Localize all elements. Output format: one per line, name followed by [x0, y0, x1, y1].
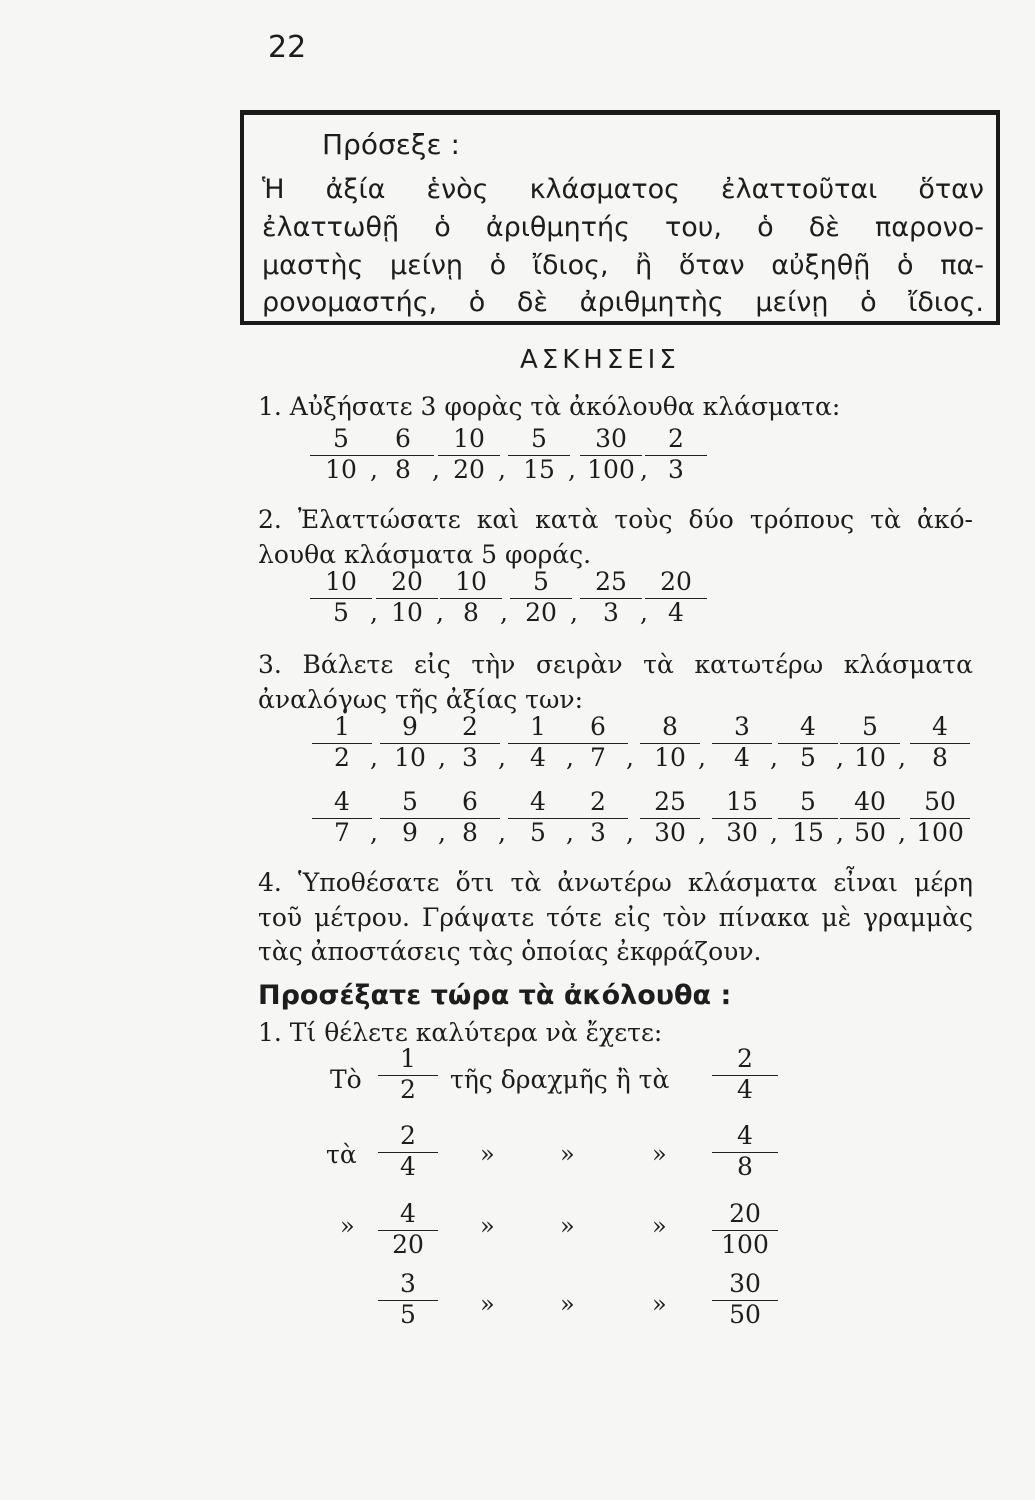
numerator: 25	[640, 788, 700, 819]
denominator: 7	[334, 818, 350, 847]
separator: ,	[898, 818, 906, 847]
exercise-4-line: 4. Ὑποθέσατε ὅτι τὰ ἀνωτέρω κλάσματα εἶναι μέρη	[258, 868, 973, 897]
comparison-left-fraction	[378, 1045, 438, 1104]
denominator: 4	[734, 743, 750, 772]
exercise-3-line: ἀναλόγως τῆς ἀξίας των:	[258, 685, 584, 714]
numerator: 5	[510, 568, 572, 599]
separator: ,	[836, 818, 844, 847]
numerator: 25	[580, 568, 642, 599]
ditto-mark: »	[652, 1212, 667, 1240]
note-line: ἐλαττωθῇ ὁ ἀριθμητής του, ὁ δὲ παρονο-	[262, 212, 984, 243]
separator: ,	[570, 598, 578, 627]
separator: ,	[370, 743, 378, 772]
denominator: 5	[530, 818, 546, 847]
numerator: 8	[640, 713, 700, 744]
denominator: 4	[668, 598, 684, 627]
separator: ,	[836, 743, 844, 772]
numerator: 50	[910, 788, 970, 819]
fraction	[645, 568, 707, 627]
fraction	[380, 713, 440, 772]
separator: ,	[626, 743, 634, 772]
fraction	[778, 713, 838, 772]
fraction	[640, 713, 700, 772]
fraction	[580, 425, 642, 484]
note-line: ρονομαστής, ὁ δὲ ἀριθμητὴς μείνῃ ὁ ἴδιος.	[262, 287, 984, 318]
ditto-mark: »	[480, 1140, 495, 1168]
separator: ,	[498, 455, 506, 484]
numerator: 4	[312, 788, 372, 819]
comparison-right-fraction	[712, 1122, 778, 1181]
exercise-4-line: τοῦ μέτρου. Γράψατε τότε εἰς τὸν πίνακα μὲ γραμμὰς	[258, 903, 973, 932]
numerator: 1	[508, 713, 568, 744]
numerator: 2	[568, 788, 628, 819]
numerator: 4	[712, 1122, 778, 1153]
numerator: 1	[312, 713, 372, 744]
fraction	[645, 425, 707, 484]
comparison-right-fraction	[712, 1045, 778, 1104]
separator: ,	[566, 743, 574, 772]
numerator: 5	[508, 425, 570, 456]
fraction	[440, 713, 500, 772]
numerator: 15	[712, 788, 772, 819]
fraction	[840, 713, 900, 772]
denominator: 4	[530, 743, 546, 772]
fraction	[712, 788, 772, 847]
fraction	[712, 713, 772, 772]
numerator: 3	[378, 1270, 438, 1301]
note-title: Πρόσεξε :	[322, 128, 460, 161]
denominator: 10	[654, 743, 686, 772]
separator: ,	[626, 818, 634, 847]
note-line: μαστὴς μείνῃ ὁ ἴδιος, ἢ ὅταν αὐξηθῇ ὁ πα-	[262, 250, 984, 281]
numerator: 10	[440, 568, 502, 599]
numerator: 4	[778, 713, 838, 744]
denominator: 8	[737, 1152, 753, 1181]
numerator: 4	[378, 1200, 438, 1231]
question-1-text: 1. Τί θέλετε καλύτερα νὰ ἔχετε:	[258, 1018, 663, 1047]
separator: ,	[698, 743, 706, 772]
ditto-mark: »	[560, 1212, 575, 1240]
separator: ,	[370, 455, 378, 484]
numerator: 9	[380, 713, 440, 744]
comparison-right-fraction	[712, 1200, 778, 1259]
denominator: 8	[463, 598, 479, 627]
separator: ,	[436, 598, 444, 627]
ditto-mark: »	[340, 1212, 355, 1240]
separator: ,	[770, 743, 778, 772]
ditto-mark: »	[480, 1212, 495, 1240]
separator: ,	[438, 743, 446, 772]
denominator: 30	[654, 818, 686, 847]
exercise-3-line: 3. Βάλετε εἰς τὴν σειρὰν τὰ κατωτέρω κλάσματα	[258, 650, 973, 679]
denominator: 10	[325, 455, 357, 484]
denominator: 2	[400, 1075, 416, 1104]
numerator: 4	[910, 713, 970, 744]
denominator: 8	[462, 818, 478, 847]
fraction	[510, 568, 572, 627]
fraction	[568, 713, 628, 772]
comparison-middle-text: τῆς δραχμῆς ἢ τὰ	[450, 1065, 670, 1094]
numerator: 4	[508, 788, 568, 819]
exercises-heading: ΑΣΚΗΣΕΙΣ	[520, 345, 680, 375]
fraction	[640, 788, 700, 847]
ditto-mark: »	[652, 1290, 667, 1318]
fraction	[778, 788, 838, 847]
separator: ,	[640, 455, 648, 484]
fraction	[440, 788, 500, 847]
comparison-prefix: τὰ	[326, 1140, 357, 1169]
numerator: 5	[778, 788, 838, 819]
denominator: 5	[800, 743, 816, 772]
numerator: 20	[712, 1200, 778, 1231]
fraction	[840, 788, 900, 847]
denominator: 20	[525, 598, 557, 627]
ditto-mark: »	[560, 1290, 575, 1318]
fraction	[380, 788, 440, 847]
separator: ,	[640, 598, 648, 627]
fraction	[910, 713, 970, 772]
comparison-left-fraction	[378, 1200, 438, 1259]
numerator: 2	[440, 713, 500, 744]
numerator: 5	[380, 788, 440, 819]
denominator: 50	[729, 1300, 761, 1329]
denominator: 3	[668, 455, 684, 484]
comparison-right-fraction	[712, 1270, 778, 1329]
denominator: 4	[400, 1152, 416, 1181]
comparison-prefix: Τὸ	[330, 1065, 362, 1094]
denominator: 50	[854, 818, 886, 847]
fraction	[508, 425, 570, 484]
fraction	[312, 713, 372, 772]
page-number: 22	[268, 30, 307, 65]
denominator: 15	[792, 818, 824, 847]
denominator: 4	[737, 1075, 753, 1104]
numerator: 10	[310, 568, 372, 599]
numerator: 20	[645, 568, 707, 599]
denominator: 20	[392, 1230, 424, 1259]
exercise-2-line: 2. Ἐλαττώσατε καὶ κατὰ τοὺς δύο τρόπους τὰ ἀκό-	[258, 505, 973, 534]
denominator: 8	[395, 455, 411, 484]
denominator: 8	[932, 743, 948, 772]
separator: ,	[568, 455, 576, 484]
numerator: 1	[378, 1045, 438, 1076]
denominator: 100	[587, 455, 635, 484]
fraction	[580, 568, 642, 627]
separator: ,	[498, 818, 506, 847]
separator: ,	[438, 818, 446, 847]
denominator: 10	[391, 598, 423, 627]
numerator: 5	[840, 713, 900, 744]
separator: ,	[770, 818, 778, 847]
fraction	[310, 568, 372, 627]
numerator: 3	[712, 713, 772, 744]
separator: ,	[698, 818, 706, 847]
numerator: 6	[568, 713, 628, 744]
denominator: 15	[523, 455, 555, 484]
attention-heading: Προσέξατε τώρα τὰ ἀκόλουθα :	[258, 980, 732, 1011]
note-line: Ἡ ἀξία ἑνὸς κλάσματος ἐλαττοῦται ὅταν	[262, 174, 984, 205]
comparison-left-fraction	[378, 1122, 438, 1181]
denominator: 30	[726, 818, 758, 847]
denominator: 2	[334, 743, 350, 772]
numerator: 40	[840, 788, 900, 819]
denominator: 5	[333, 598, 349, 627]
fraction	[508, 788, 568, 847]
comparison-left-fraction	[378, 1270, 438, 1329]
denominator: 3	[590, 818, 606, 847]
numerator: 2	[712, 1045, 778, 1076]
numerator: 30	[580, 425, 642, 456]
separator: ,	[898, 743, 906, 772]
fraction	[910, 788, 970, 847]
separator: ,	[566, 818, 574, 847]
numerator: 30	[712, 1270, 778, 1301]
denominator: 9	[402, 818, 418, 847]
numerator: 2	[645, 425, 707, 456]
separator: ,	[500, 598, 508, 627]
exercise-1-text: 1. Αὐξήσατε 3 φορὰς τὰ ἀκόλουθα κλάσματα:	[258, 392, 841, 421]
denominator: 10	[854, 743, 886, 772]
denominator: 10	[394, 743, 426, 772]
fraction	[376, 568, 438, 627]
denominator: 5	[400, 1300, 416, 1329]
separator: ,	[370, 818, 378, 847]
denominator: 100	[916, 818, 964, 847]
exercise-2-line: λουθα κλάσματα 5 φοράς.	[258, 540, 592, 569]
fraction	[310, 425, 372, 484]
fraction	[438, 425, 500, 484]
fraction	[508, 713, 568, 772]
numerator: 20	[376, 568, 438, 599]
fraction	[312, 788, 372, 847]
denominator: 7	[590, 743, 606, 772]
ditto-mark: »	[652, 1140, 667, 1168]
numerator: 2	[378, 1122, 438, 1153]
fraction	[568, 788, 628, 847]
fraction	[440, 568, 502, 627]
fraction	[372, 425, 434, 484]
denominator: 100	[721, 1230, 769, 1259]
exercise-4-line: τὰς ἀποστάσεις τὰς ὁποίας ἐκφράζουν.	[258, 937, 762, 966]
denominator: 3	[462, 743, 478, 772]
separator: ,	[370, 598, 378, 627]
denominator: 20	[453, 455, 485, 484]
numerator: 6	[372, 425, 434, 456]
ditto-mark: »	[560, 1140, 575, 1168]
numerator: 6	[440, 788, 500, 819]
separator: ,	[498, 743, 506, 772]
ditto-mark: »	[480, 1290, 495, 1318]
numerator: 5	[310, 425, 372, 456]
separator: ,	[432, 455, 440, 484]
numerator: 10	[438, 425, 500, 456]
denominator: 3	[603, 598, 619, 627]
